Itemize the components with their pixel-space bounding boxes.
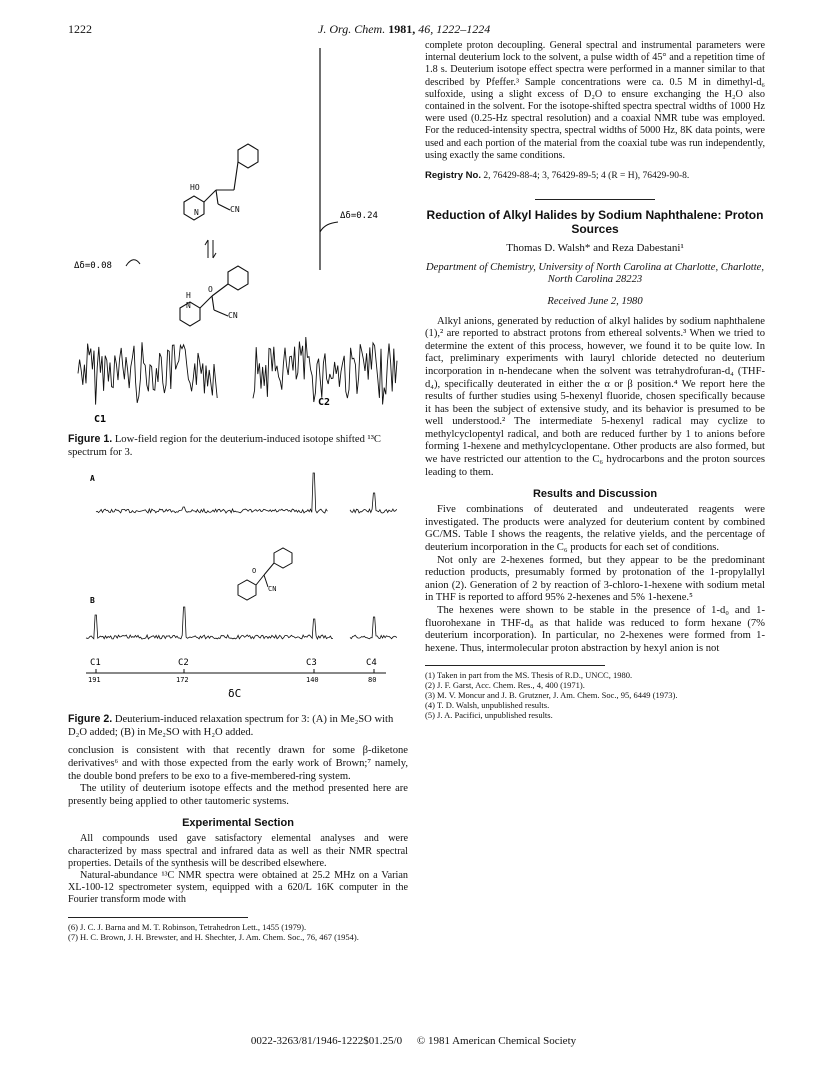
paragraph-experimental-continued: complete proton decoupling. General spectral and instrumental parameters were internal deuterium lock to the solvent, a pulse width of 45° and a repetition time of 1.8 s. Deuterium isotope effect spectra were performed in a manner similar to that described by Pfeffer.³ Sample concentrations were ca. 0.5 M in dimethyl-d₆ sulfoxide, using a slight excess of D₂O to ensure exchanging the H₂O also contained in the solvent. For the isotope-shifted spectra spectral widths of 1000 Hz were used (0.25-Hz spectral resolution) and a coaxial NMR tube was employed. For the reduced-intensity spectra, spectral widths of 5000 Hz, 8K data points, were used and each portion of the material from the coaxial tube was run independently, using exactly the same conditions. bbox=[425, 40, 765, 161]
paragraph-results-2: Not only are 2-hexenes formed, but they appear to be the predominant reduction products, presumably formed by protonation of the 1-propylallyl anion (2). Generation of 2 by reaction of 3-chloro-1-hexene with sodium metal in THF is reported to afford 95% 2-hexenes and 5% 1-hexene.⁵ bbox=[425, 554, 765, 604]
journal-volume-pages: 46, 1222–1224 bbox=[418, 22, 491, 36]
equilibrium-arrows bbox=[205, 240, 216, 258]
page-number: 1222 bbox=[68, 22, 92, 36]
figure-2-caption-label: Figure 2. bbox=[68, 713, 113, 726]
figure-2-axis-label: δC bbox=[228, 687, 242, 701]
journal-year: 1981, bbox=[388, 22, 416, 36]
figure-2-peak-label-c3: C3 bbox=[306, 658, 317, 669]
footnote-6: (6) J. C. J. Barna and M. T. Robinson, Tetrahedron Lett., 1455 (1979). bbox=[68, 921, 307, 932]
svg-text:N: N bbox=[186, 301, 191, 310]
footer-code: 0022-3263/81/1946-1222$01.25/0 bbox=[250, 1035, 403, 1047]
figure-1-label-c1: C1 bbox=[94, 414, 107, 425]
section-heading-experimental: Experimental Section bbox=[182, 817, 294, 830]
paragraph-introduction: Alkyl anions, generated by reduction of alkyl halides by sodium naphthalene (1),² are reported to abstract protons from ethereal solvents.³ When we tried to determine the extent of this process, however, we found it to be quite low. In fact, preliminary experiments with lauryl chloride detected no deuterium incorporation in n-hendecane when the solvent was tetrahydrofuran-d₄ (THF-d₄), specifically deuterated in either the α or β position.⁴ We report here the results of further studies using 5-hexenyl fluoride, chosen specifically because it has been the subject of extensive study, and its behavior is presumed to be well understood.² The intermediate 5-hexenyl radical may cyclize to methylcyclopentyl radical, and both are reduced further by 1 to anions before forming 1-hexene and methylcyclopentane. Other products are also formed, but we have restricted our attention to the C₆ hydrocarbons and the proton sources leading to them. bbox=[425, 315, 765, 478]
figure-1-noise-trace bbox=[78, 337, 397, 405]
paragraph-utility: The utility of deuterium isotope effects and the method presented here are presently being applied to other tautomeric systems. bbox=[68, 783, 408, 807]
figure-1-spectrum bbox=[68, 40, 408, 425]
svg-text:O: O bbox=[252, 567, 257, 576]
article-authors: Thomas D. Walsh* and Reza Dabestani¹ bbox=[506, 241, 684, 254]
figure-2-trace-b bbox=[86, 607, 397, 639]
paragraph-experimental-1: All compounds used gave satisfactory elemental analyses and were characterized by mass spectral and infrared data as well as their NMR spectral properties. Details of the synthesis will be described elsewhere. bbox=[68, 833, 408, 869]
paragraph-experimental-2: Natural-abundance ¹³C NMR spectra were obtained at 25.2 MHz on a Varian XL-100-12 spectrometer system, equipped with a 620/L 16K computer in the Fourier transform mode with bbox=[68, 869, 408, 906]
figure-2 bbox=[68, 465, 408, 739]
figure-1-annotation-left: Δδ=0.08 bbox=[74, 261, 112, 271]
left-column bbox=[68, 40, 408, 942]
figure-1-structure-top bbox=[184, 144, 258, 220]
registry-label: Registry No. bbox=[425, 170, 481, 182]
article-separator bbox=[535, 199, 655, 200]
page-footer bbox=[0, 1035, 827, 1047]
phenyl-ring-bottom bbox=[228, 266, 248, 290]
figure-2-panel-a: A bbox=[90, 474, 95, 484]
figure-2-peak-label-c2: C2 bbox=[178, 658, 189, 669]
figure-2-spectrum bbox=[68, 465, 408, 705]
right-column bbox=[425, 40, 765, 720]
paragraph-results-1: Five combinations of deuterated and undeuterated reagents were investigated. The products were analyzed for deuterium content by combined GC/MS. Table I shows the reagents, the relative yields, and the percentage of deuterium incorporation in the C₆ products for each set of conditions. bbox=[425, 504, 765, 554]
svg-text:CN: CN bbox=[228, 311, 238, 320]
registry-text: 2, 76429-88-4; 3, 76429-89-5; 4 (R = H), 76429-90-8. bbox=[483, 171, 690, 182]
paragraph-conclusion: conclusion is consistent with that recently drawn for some β-diketone derivatives⁶ and with those expected from the early work of Brown;⁷ namely, the double bond prefers to be exo to a five-membered-ring system. bbox=[68, 745, 408, 782]
registry-numbers bbox=[425, 170, 765, 183]
figure-2-tick-172: 172 bbox=[176, 676, 189, 685]
running-header bbox=[68, 22, 758, 40]
figure-2-trace-a bbox=[96, 473, 397, 513]
footnote-4: (4) T. D. Walsh, unpublished results. bbox=[425, 700, 550, 711]
svg-text:CN: CN bbox=[230, 205, 240, 214]
footnote-1: (1) Taken in part from the MS. Thesis of R.D., UNCC, 1980. bbox=[425, 670, 633, 681]
figure-2-tick-191: 191 bbox=[88, 676, 101, 685]
svg-text:H: H bbox=[186, 291, 191, 300]
footnote-rule-left bbox=[68, 917, 248, 918]
figure-1-caption-text: Low-field region for the deuterium-induced isotope shifted ¹³C spectrum for 3. bbox=[68, 434, 381, 458]
figure-2-axis-ticks bbox=[96, 669, 374, 673]
figure-1-arrow-left bbox=[126, 260, 140, 266]
figure-2-peak-label-c4: C4 bbox=[366, 658, 377, 669]
phenyl-ring-top bbox=[238, 144, 258, 168]
svg-text:N: N bbox=[194, 208, 199, 217]
footnote-3: (3) M. V. Moncur and J. B. Grutzner, J. Am. Chem. Soc., 95, 6449 (1973). bbox=[425, 690, 678, 701]
article-received-date: Received June 2, 1980 bbox=[547, 295, 643, 307]
figure-2-tick-80: 80 bbox=[368, 676, 377, 685]
journal-name: J. Org. Chem. bbox=[318, 22, 386, 36]
figure-1-caption-label: Figure 1. bbox=[68, 433, 113, 445]
figure-1-annotation-right: Δδ=0.24 bbox=[340, 211, 378, 221]
paragraph-results-3: The hexenes were shown to be stable in the presence of 1-d₀ and 1-fluorohexane in THF-d₈ as that halide was reduced to form hexane (7% deuterium incorporation). In particular, no 2-hexenes were formed from 1-hexene. Thus, intermolecular proton abstraction by hexyl anion is not bbox=[425, 605, 765, 654]
svg-text:O: O bbox=[208, 285, 213, 294]
article-affiliation: Department of Chemistry, University of North Carolina at Charlotte, Charlotte, North Carolina 28223 bbox=[425, 261, 765, 286]
figure-2-panel-b: B bbox=[90, 596, 95, 606]
figure-2-structure bbox=[238, 548, 292, 600]
figure-1-structure-bottom bbox=[180, 266, 248, 326]
svg-text:CN: CN bbox=[268, 585, 277, 594]
footnote-2: (2) J. F. Garst, Acc. Chem. Res., 4, 400 (1971). bbox=[425, 680, 585, 691]
svg-text:HO: HO bbox=[190, 183, 200, 192]
figure-1 bbox=[68, 40, 408, 459]
figure-1-arrow-right bbox=[320, 222, 338, 232]
footnote-rule-right bbox=[425, 665, 605, 666]
figure-2-peak-label-c1: C1 bbox=[90, 658, 101, 669]
figure-1-label-c2: C2 bbox=[318, 397, 331, 408]
journal-citation bbox=[318, 22, 490, 37]
footnote-5: (5) J. A. Pacifici, unpublished results. bbox=[425, 710, 553, 721]
section-heading-results: Results and Discussion bbox=[532, 488, 658, 501]
figure-2-caption-text: Deuterium-induced relaxation spectrum for 3: (A) in Me₂SO with D₂O added; (B) in Me₂SO with H₂O added. bbox=[68, 714, 394, 738]
footer-copyright: © 1981 American Chemical Society bbox=[416, 1035, 577, 1047]
article-title: Reduction of Alkyl Halides by Sodium Naphthalene: Proton Sources bbox=[426, 207, 764, 236]
figure-1-caption bbox=[68, 433, 408, 459]
figure-2-tick-140: 140 bbox=[306, 676, 319, 685]
figure-2-caption bbox=[68, 713, 408, 739]
footnote-7: (7) H. C. Brown, J. H. Brewster, and H. Shechter, J. Am. Chem. Soc., 76, 467 (1954). bbox=[68, 931, 359, 942]
